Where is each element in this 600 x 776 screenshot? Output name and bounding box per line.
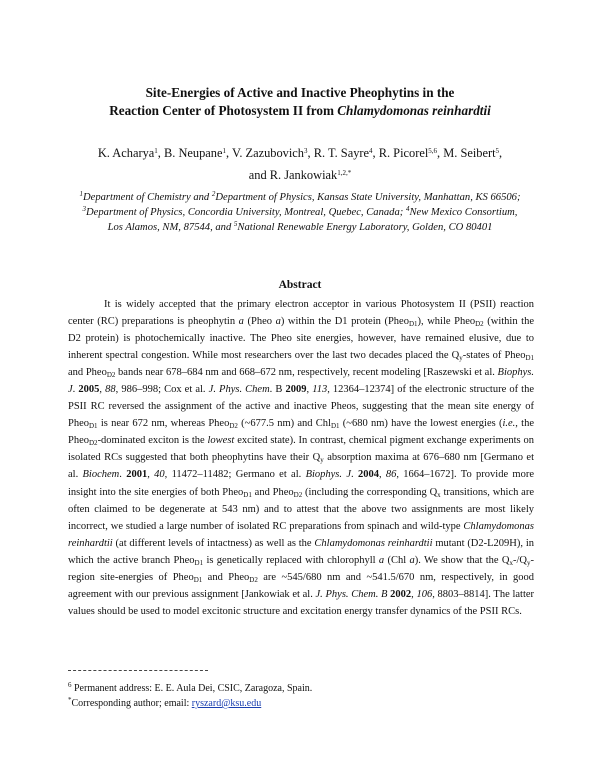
abstract-heading: Abstract [278, 279, 322, 291]
abstract-text-run: , 12364–12374] of the electronic structure of the PSII RC reversed the assignment of the active and inactive Pheos, suggesting that the mean site energy of Pheo [68, 384, 534, 430]
title-line-2 [60, 102, 540, 120]
abstract-text-run: Chlamydomonas reinhardtii [68, 520, 534, 549]
abstract-text-run: D1 [408, 320, 418, 329]
footnote-mark: * [68, 696, 72, 704]
author: R. T. Sayre [313, 146, 370, 160]
abstract-text-run: ), while Pheo [417, 316, 476, 328]
author-line-2 [60, 164, 540, 186]
abstract-text-run: , [378, 469, 386, 481]
footnote-separator [68, 670, 208, 671]
affiliation-text-run: 5 [233, 220, 238, 228]
abstract-text-run: (~677.5 nm) and Chl [237, 418, 331, 430]
abstract-text-run: D2 [89, 439, 98, 448]
author-line-1: K. Acharya$^1$, B. Neupane$^1$, V. Zazubovich$^3$, R. T. Sayre$^4$, R. Picorel$^{5,6}$, M. Seibert$^5$, [97, 146, 503, 160]
abstract-text-run: D1 [194, 558, 204, 567]
abstract-body [68, 296, 534, 620]
abstract-text-run: a [275, 316, 281, 328]
abstract-text-run: D2 [106, 371, 116, 380]
abstract-text-run: 2009 [285, 384, 307, 396]
author: B. Neupane [163, 146, 223, 160]
abstract-text-run: D2 [249, 575, 258, 584]
title-line-2-text: Reaction Center of Photosystem II from [109, 103, 338, 118]
abstract-text-run: D1 [330, 422, 340, 431]
abstract-text-run: D2 [229, 422, 238, 431]
abstract-text-run: , 8803–8814]. The latter values should be used to model excitonic structure and excitation energy transfer dynamics of the PSII RCs. [68, 588, 535, 617]
abstract-text-run: and Pheo [68, 367, 107, 379]
email-link[interactable]: ryszard@ksu.edu [191, 698, 262, 709]
abstract-text-run: . [351, 469, 358, 481]
abstract-text-run: (at different levels of intactness) as well as the [112, 537, 315, 549]
title-species: Chlamydomonas reinhardtii [337, 103, 491, 118]
abstract-text-run: -dominated exciton is the [97, 435, 208, 447]
paper-title [60, 84, 540, 120]
affiliation-text-run: Department of Physics, Concordia University, Montreal, Quebec, Canada; [86, 207, 406, 218]
author: V. Zazubovich [231, 146, 305, 160]
abstract-text-run: Biophys. J [68, 367, 534, 396]
author-affil-mark: 1 [222, 147, 226, 155]
affiliation-text-run: 1 [79, 190, 83, 198]
author-affil-mark: 1 [154, 147, 158, 155]
abstract-text-run: (Pheo [243, 316, 276, 328]
abstract-text-run: . [72, 384, 79, 396]
abstract-text-run: 2001 [126, 469, 148, 481]
abstract-text-run: , [99, 384, 106, 396]
author: R. Picorel [378, 146, 429, 160]
abstract-text-run: a [238, 316, 244, 328]
abstract-text-run: bands near 678–684 nm and 668–672 nm, respectively, recent modeling [Raszewski et al. [115, 367, 498, 379]
abstract-text-run: D1 [193, 575, 203, 584]
abstract-text-run: ) within the D1 protein (Pheo [280, 316, 409, 328]
abstract-text-run: (including the corresponding Q [302, 486, 438, 498]
abstract-text-run: 40 [154, 469, 165, 481]
abstract-text-run: x [437, 490, 441, 499]
abstract-text-run: (~680 nm) have the lowest energies ( [339, 418, 503, 430]
author: M. Seibert [443, 146, 496, 160]
author-affil-mark: 3 [304, 147, 308, 155]
author-affil-mark: 4 [369, 147, 373, 155]
abstract-text-run: is near 672 nm, whereas Pheo [97, 418, 230, 430]
corresponding-mark: * [347, 169, 352, 177]
affiliation-text-run: New Mexico Consortium, Los Alamos, NM, 87544, and [107, 207, 518, 233]
abstract-text-run: Chlamydomonas reinhardtii [314, 537, 433, 549]
abstract-text-run: a [409, 554, 415, 566]
title-line-1: Site-Energies of Active and Inactive Pheophytins in the [145, 85, 455, 100]
abstract-text-run: Biochem [82, 469, 120, 481]
affiliations [78, 190, 522, 235]
abstract-text-run: , 11472–11482; Germano et al. [164, 469, 306, 481]
abstract-text-run: 2004 [357, 469, 379, 481]
abstract-text-run: and Pheo [202, 571, 250, 583]
abstract-text-run: D2 [475, 320, 484, 329]
abstract-text-run: is genetically replaced with chlorophyll [203, 554, 379, 566]
affiliation-text-run: Department of Physics, Kansas State University, Manhattan, KS 66506; [215, 192, 521, 203]
abstract-text-run: , [147, 469, 155, 481]
abstract-paragraph [68, 296, 534, 620]
affiliation-text-run: 3 [82, 205, 87, 213]
abstract-text-run: 2005 [78, 384, 100, 396]
abstract-text-run: ). We show that the Q [414, 554, 510, 566]
footnote-mark: 6 [68, 681, 72, 689]
abstract-text-run: , [306, 384, 313, 396]
author-affil-mark: 1,2,* [337, 169, 352, 177]
author-list [60, 142, 540, 186]
abstract-text-run: 88 [105, 384, 116, 396]
abstract-text-run: a [378, 554, 385, 566]
abstract-text-run: D1 [89, 422, 98, 431]
abstract-text-run: lowest [207, 435, 235, 447]
abstract-text-run: (Chl [384, 554, 410, 566]
abstract-text-run: D2 [293, 490, 303, 499]
abstract-text-run: excited state). In contrast, chemical pigment exchange experiments on isolated RCs suggested that both pheophytins have their Q [68, 435, 534, 464]
author-affil-mark: 5,6 [428, 147, 438, 155]
abstract-text-run: -region site-energies of Pheo [68, 554, 534, 583]
abstract-text-run: , the Pheo [68, 418, 534, 447]
affiliation-text-run: Department of Chemistry and [82, 192, 212, 203]
abstract-text-run: . B [269, 384, 286, 396]
abstract-text-run: absorption maxima at 676–680 nm [Germano et al. [68, 452, 534, 481]
abstract-text-run: 106 [416, 588, 433, 600]
abstract-text-run: (within the D2 protein) is photochemically inactive. The Pheo site energies, however, have remained elusive, due to inherent spectral congestion. While most researchers over the last two decades placed the Q [68, 316, 534, 362]
affiliation-text-run: 2 [211, 190, 216, 198]
abstract-text-run: transitions, which are often claimed to be degenerate at 543 nm) and to attest that the above two assignments are most likely incorrect, we studied a large number of isolated RC preparations from spinach and wild-type [68, 486, 534, 532]
abstract-text-run: 86 [385, 469, 397, 481]
author: K. Acharya [97, 146, 155, 160]
author: and R. Jankowiak [248, 168, 338, 182]
abstract-text-run: x [509, 558, 513, 567]
footnote-permanent-address: $^6$ Permanent address: E. E. Aula Dei, CSIC, Zaragoza, Spain. [68, 681, 313, 694]
abstract-text-run: are ~545/680 nm and ~541.5/670 nm, respectively, in good agreement with our previous assignment [Jankowiak et al. [68, 571, 534, 600]
footnote-corresponding-author: *Corresponding author; email: ryszard@ksu.edu [68, 696, 262, 709]
abstract-text-run: It is widely accepted that the primary electron acceptor in various Photosystem II (PSII) reaction center (RC) preparations is pheophytin [68, 299, 534, 328]
abstract-text-run: Biophys. J [305, 469, 351, 481]
abstract-text-run: J. Phys. Chem [208, 384, 270, 396]
abstract-text-run: -/Q [513, 554, 527, 566]
abstract-text-run: D1 [525, 354, 535, 363]
abstract-text-run: D1 [243, 490, 252, 499]
abstract-text-run: , 1664–1672]. To provide more insight into the site energies of both Pheo [68, 469, 535, 498]
abstract-text-run: . [119, 469, 127, 481]
abstract-text-run: -states of Pheo [462, 350, 526, 362]
author-affil-mark: 5 [495, 147, 500, 155]
affiliation-text-run: National Renewable Energy Laboratory, Golden, CO 80401 [237, 222, 493, 233]
abstract-text-run: y [459, 354, 463, 363]
abstract-text-run: and Pheo [251, 486, 294, 498]
abstract-text-run: mutant (D2-L209H), in which the active branch Pheo [68, 537, 534, 566]
abstract-text-run: 113 [312, 384, 328, 396]
abstract-text-run: , [411, 588, 417, 600]
abstract-text-run: y [320, 456, 324, 465]
abstract-text-run: J. Phys. Chem. B [315, 588, 388, 600]
affiliation-text-run: 4 [405, 205, 410, 213]
abstract-text-run: , 986–998; Cox et al. [115, 384, 209, 396]
abstract-text-run: 2002 [390, 588, 412, 600]
abstract-text-run: i.e. [502, 418, 516, 430]
abstract-text-run: y [527, 558, 531, 567]
